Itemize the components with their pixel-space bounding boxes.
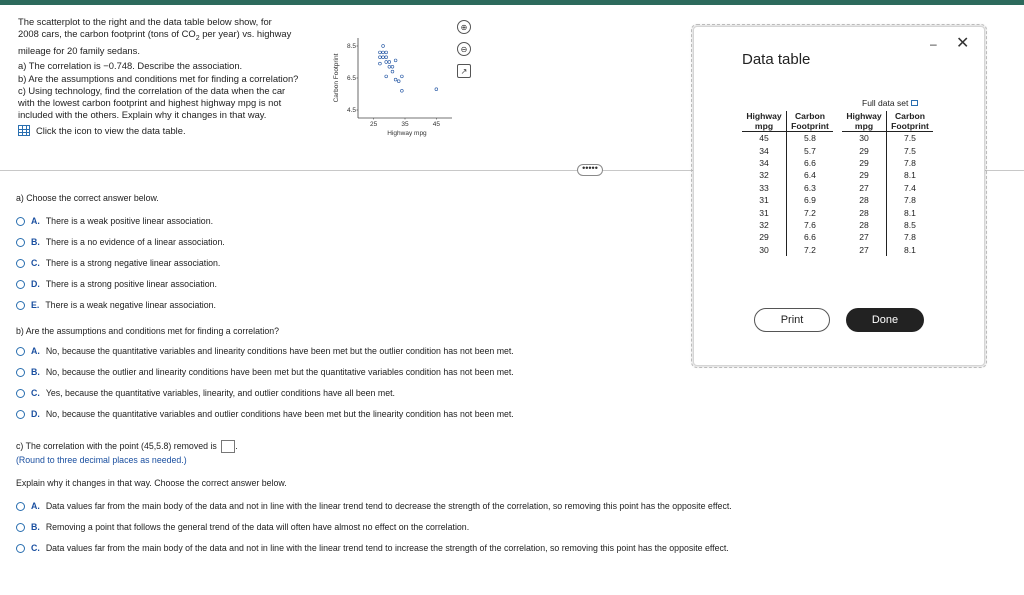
table-row bbox=[742, 194, 833, 206]
part-b-prompt: b) Are the assumptions and conditions met for finding a correlation? bbox=[16, 326, 280, 336]
mpg-cell: 31 bbox=[742, 194, 787, 206]
mpg-cell: 29 bbox=[842, 169, 887, 181]
mpg-cell: 30 bbox=[842, 132, 887, 145]
question-a-text: a) The correlation is −0.748. Describe the association. bbox=[18, 60, 243, 72]
data-point bbox=[385, 75, 388, 78]
full-data-set-label[interactable]: Full data set bbox=[862, 98, 909, 108]
radio-button[interactable] bbox=[16, 389, 25, 398]
zoom-out-icon[interactable]: ⊖ bbox=[457, 42, 471, 56]
footprint-cell: 6.6 bbox=[804, 232, 816, 243]
data-point bbox=[382, 56, 385, 59]
question-c-line-2: with the lowest carbon footprint and highest highway mpg is not bbox=[18, 97, 282, 109]
x-tick-label: 25 bbox=[370, 121, 378, 128]
y-tick-label: 4.5 bbox=[346, 107, 356, 114]
option-text: Removing a point that follows the general trend of the data will often have almost no effect on the correlation. bbox=[45, 522, 470, 532]
option-text: There is a strong negative linear association. bbox=[45, 258, 221, 268]
x-tick-label: 45 bbox=[432, 121, 440, 128]
option-text: Data values far from the main body of the data and not in line with the linear trend tend to increase the strength of the correlation, so removing this point has the opposite effect. bbox=[45, 543, 729, 553]
mpg-cell: 33 bbox=[742, 182, 787, 194]
radio-button[interactable] bbox=[16, 301, 25, 310]
mpg-cell: 45 bbox=[742, 132, 787, 145]
top-bar bbox=[0, 0, 1024, 5]
mpg-cell: 28 bbox=[842, 206, 887, 218]
data-point bbox=[382, 45, 385, 48]
footprint-cell: 7.4 bbox=[904, 182, 916, 193]
option-letter: E. bbox=[31, 300, 40, 310]
option-letter: D. bbox=[31, 409, 40, 419]
radio-button[interactable] bbox=[16, 502, 25, 511]
radio-button[interactable] bbox=[16, 544, 25, 553]
radio-button[interactable] bbox=[16, 368, 25, 377]
part-c-prompt bbox=[16, 440, 238, 453]
option-letter: C. bbox=[31, 543, 40, 553]
data-table-icon[interactable] bbox=[18, 125, 30, 136]
footprint-cell: 7.2 bbox=[804, 207, 816, 218]
table-row bbox=[842, 206, 933, 218]
option-part-a-a[interactable] bbox=[16, 216, 213, 226]
col-header-carbon: Carbon bbox=[794, 111, 826, 121]
footprint-cell: 6.6 bbox=[804, 157, 816, 168]
minimize-icon[interactable]: – bbox=[930, 37, 937, 51]
data-point bbox=[379, 51, 382, 54]
table-row bbox=[742, 219, 833, 231]
mpg-cell: 29 bbox=[842, 157, 887, 169]
co2-subscript: 2 bbox=[195, 35, 200, 43]
option-part-b-d[interactable] bbox=[16, 409, 514, 419]
option-text: Yes, because the quantitative variables, linearity, and outlier conditions have all been met. bbox=[45, 388, 395, 398]
radio-button[interactable] bbox=[16, 238, 25, 247]
option-text: There is a strong positive linear association. bbox=[45, 279, 217, 289]
mpg-cell: 27 bbox=[842, 182, 887, 194]
data-point bbox=[379, 56, 382, 59]
question-b-text: b) Are the assumptions and conditions met for finding a correlation? bbox=[18, 72, 299, 84]
footprint-cell: 8.5 bbox=[904, 219, 916, 230]
intro-line-2 bbox=[18, 28, 338, 45]
intro-line-3: mileage for 20 family sedans. bbox=[18, 45, 140, 57]
table-row bbox=[842, 169, 933, 181]
footprint-cell: 7.5 bbox=[904, 145, 916, 156]
footprint-cell: 6.3 bbox=[804, 182, 816, 193]
graph-tools bbox=[457, 20, 471, 78]
data-point bbox=[388, 65, 391, 68]
data-table-link-text[interactable]: Click the icon to view the data table. bbox=[36, 124, 186, 136]
option-letter: A. bbox=[31, 216, 40, 226]
problem-statement bbox=[18, 16, 338, 137]
option-letter: C. bbox=[31, 388, 40, 398]
data-point bbox=[382, 51, 385, 54]
explain-prompt: Explain why it changes in that way. Choose the correct answer below. bbox=[16, 478, 287, 488]
mpg-cell: 30 bbox=[742, 244, 787, 256]
table-row bbox=[842, 182, 933, 194]
footprint-cell: 7.2 bbox=[804, 244, 816, 255]
x-axis-label: Highway mpg bbox=[387, 130, 427, 137]
data-point bbox=[397, 80, 400, 83]
mpg-cell: 34 bbox=[742, 157, 787, 169]
question-c-line-3: included with the others. Explain why it changes in that way. bbox=[18, 109, 267, 121]
col-header-carbon: Carbon bbox=[894, 111, 926, 121]
option-text: No, because the quantitative variables and linearity conditions have been met but the outlier condition has not been met. bbox=[45, 346, 514, 356]
mpg-cell: 34 bbox=[742, 144, 787, 156]
footprint-cell: 5.8 bbox=[804, 133, 816, 144]
close-icon[interactable]: ✕ bbox=[956, 35, 970, 52]
radio-button[interactable] bbox=[16, 259, 25, 268]
col-header-footprint: Footprint bbox=[887, 121, 934, 132]
option-letter: A. bbox=[31, 501, 40, 511]
footprint-cell: 7.8 bbox=[904, 232, 916, 243]
popout-icon[interactable]: ↗ bbox=[457, 64, 471, 78]
option-text: No, because the quantitative variables and outlier conditions have been met but the linearity condition has not been met. bbox=[45, 409, 514, 419]
radio-button[interactable] bbox=[16, 217, 25, 226]
mpg-cell: 32 bbox=[742, 169, 787, 181]
data-point bbox=[400, 75, 403, 78]
table-row bbox=[742, 144, 833, 156]
part-c-period: . bbox=[235, 440, 238, 451]
part-c-prompt-text: c) The correlation with the point (45,5.8) removed is bbox=[16, 440, 217, 451]
y-axis-label: Carbon Footprint bbox=[333, 53, 340, 103]
table-row bbox=[742, 169, 833, 181]
radio-button[interactable] bbox=[16, 347, 25, 356]
expand-button[interactable]: ••••• bbox=[577, 164, 603, 176]
mpg-cell: 32 bbox=[742, 219, 787, 231]
radio-button[interactable] bbox=[16, 280, 25, 289]
intro-line-2a: 2008 cars, the carbon footprint (tons of CO bbox=[18, 28, 196, 40]
option-letter: D. bbox=[31, 279, 40, 289]
question-c-line-1: c) Using technology, find the correlation of the data when the car bbox=[18, 84, 286, 96]
option-text: There is a no evidence of a linear association. bbox=[45, 237, 225, 247]
option-part-b-a[interactable] bbox=[16, 346, 514, 356]
round-note: (Round to three decimal places as needed.) bbox=[16, 455, 187, 465]
intro-line-1: The scatterplot to the right and the data table below show, for bbox=[18, 16, 272, 27]
table-row bbox=[742, 132, 833, 145]
data-table-left bbox=[742, 111, 833, 256]
dialog-title: Data table bbox=[742, 51, 811, 68]
data-table-right bbox=[842, 111, 933, 256]
option-letter: A. bbox=[31, 346, 40, 356]
option-part-a-d[interactable] bbox=[16, 279, 217, 289]
col-header-footprint: Footprint bbox=[787, 121, 834, 132]
mpg-cell: 28 bbox=[842, 219, 887, 231]
option-letter: B. bbox=[31, 237, 40, 247]
table-row bbox=[842, 132, 933, 145]
table-row bbox=[842, 144, 933, 156]
x-tick-label: 35 bbox=[401, 121, 409, 128]
option-part-c-c[interactable] bbox=[16, 543, 729, 553]
footprint-cell: 6.9 bbox=[804, 195, 816, 206]
option-part-a-c[interactable] bbox=[16, 258, 220, 268]
copy-icon[interactable] bbox=[911, 100, 918, 106]
option-part-b-c[interactable] bbox=[16, 388, 395, 398]
data-point bbox=[385, 56, 388, 59]
option-text: No, because the outlier and linearity conditions have been met but the quantitative variables condition has not been met. bbox=[45, 367, 514, 377]
footprint-cell: 8.1 bbox=[904, 207, 916, 218]
y-tick-label: 8.5 bbox=[346, 43, 356, 50]
data-point bbox=[385, 51, 388, 54]
data-point bbox=[385, 61, 388, 64]
option-letter: B. bbox=[31, 522, 40, 532]
data-point bbox=[388, 61, 391, 64]
scatterplot bbox=[330, 30, 455, 142]
col-header-mpg: mpg bbox=[842, 121, 887, 132]
option-text: Data values far from the main body of the data and not in line with the linear trend tend to decrease the strength of the correlation, so removing this point has the opposite effect. bbox=[45, 501, 732, 511]
table-row bbox=[742, 244, 833, 256]
option-part-b-b[interactable] bbox=[16, 367, 514, 377]
radio-button[interactable] bbox=[16, 523, 25, 532]
footprint-cell: 5.7 bbox=[804, 145, 816, 156]
data-point bbox=[394, 59, 397, 62]
option-letter: C. bbox=[31, 258, 40, 268]
col-header-highway: Highway bbox=[742, 111, 787, 121]
col-header-mpg: mpg bbox=[742, 121, 787, 132]
table-row bbox=[842, 244, 933, 256]
option-part-a-b[interactable] bbox=[16, 237, 225, 247]
mpg-cell: 27 bbox=[842, 244, 887, 256]
mpg-cell: 29 bbox=[742, 231, 787, 243]
mpg-cell: 29 bbox=[842, 144, 887, 156]
print-button[interactable]: Print bbox=[754, 308, 830, 332]
data-table-dialog bbox=[693, 26, 985, 366]
radio-button[interactable] bbox=[16, 410, 25, 419]
data-point bbox=[379, 62, 382, 65]
data-point bbox=[435, 88, 438, 91]
data-point bbox=[391, 65, 394, 68]
data-point bbox=[394, 78, 397, 81]
full-data-set-link[interactable] bbox=[862, 98, 918, 108]
footprint-cell: 6.4 bbox=[804, 170, 816, 181]
y-tick-label: 6.5 bbox=[346, 75, 356, 82]
table-row bbox=[842, 157, 933, 169]
correlation-answer-input[interactable] bbox=[221, 440, 238, 453]
option-part-c-b[interactable] bbox=[16, 522, 469, 532]
table-row bbox=[842, 219, 933, 231]
option-part-a-e[interactable] bbox=[16, 300, 216, 310]
footprint-cell: 8.1 bbox=[904, 244, 916, 255]
footprint-cell: 7.8 bbox=[904, 157, 916, 168]
mpg-cell: 28 bbox=[842, 194, 887, 206]
table-row bbox=[742, 157, 833, 169]
done-button[interactable]: Done bbox=[846, 308, 924, 332]
data-point bbox=[400, 89, 403, 92]
footprint-cell: 7.5 bbox=[904, 133, 916, 144]
option-text: There is a weak negative linear association. bbox=[45, 300, 216, 310]
data-point bbox=[391, 70, 394, 73]
col-header-highway: Highway bbox=[842, 111, 887, 121]
table-row bbox=[842, 194, 933, 206]
option-letter: B. bbox=[31, 367, 40, 377]
table-row bbox=[742, 231, 833, 243]
mpg-cell: 31 bbox=[742, 206, 787, 218]
option-text: There is a weak positive linear association. bbox=[45, 216, 214, 226]
mpg-cell: 27 bbox=[842, 231, 887, 243]
table-row bbox=[842, 231, 933, 243]
intro-line-2b: per year) vs. highway bbox=[199, 28, 292, 40]
table-row bbox=[742, 182, 833, 194]
option-part-c-a[interactable] bbox=[16, 501, 732, 511]
footprint-cell: 7.8 bbox=[904, 195, 916, 206]
data-table-link[interactable] bbox=[18, 125, 338, 137]
footprint-cell: 8.1 bbox=[904, 170, 916, 181]
footprint-cell: 7.6 bbox=[804, 219, 816, 230]
part-a-prompt: a) Choose the correct answer below. bbox=[16, 193, 159, 203]
table-row bbox=[742, 206, 833, 218]
zoom-in-icon[interactable]: ⊕ bbox=[457, 20, 471, 34]
